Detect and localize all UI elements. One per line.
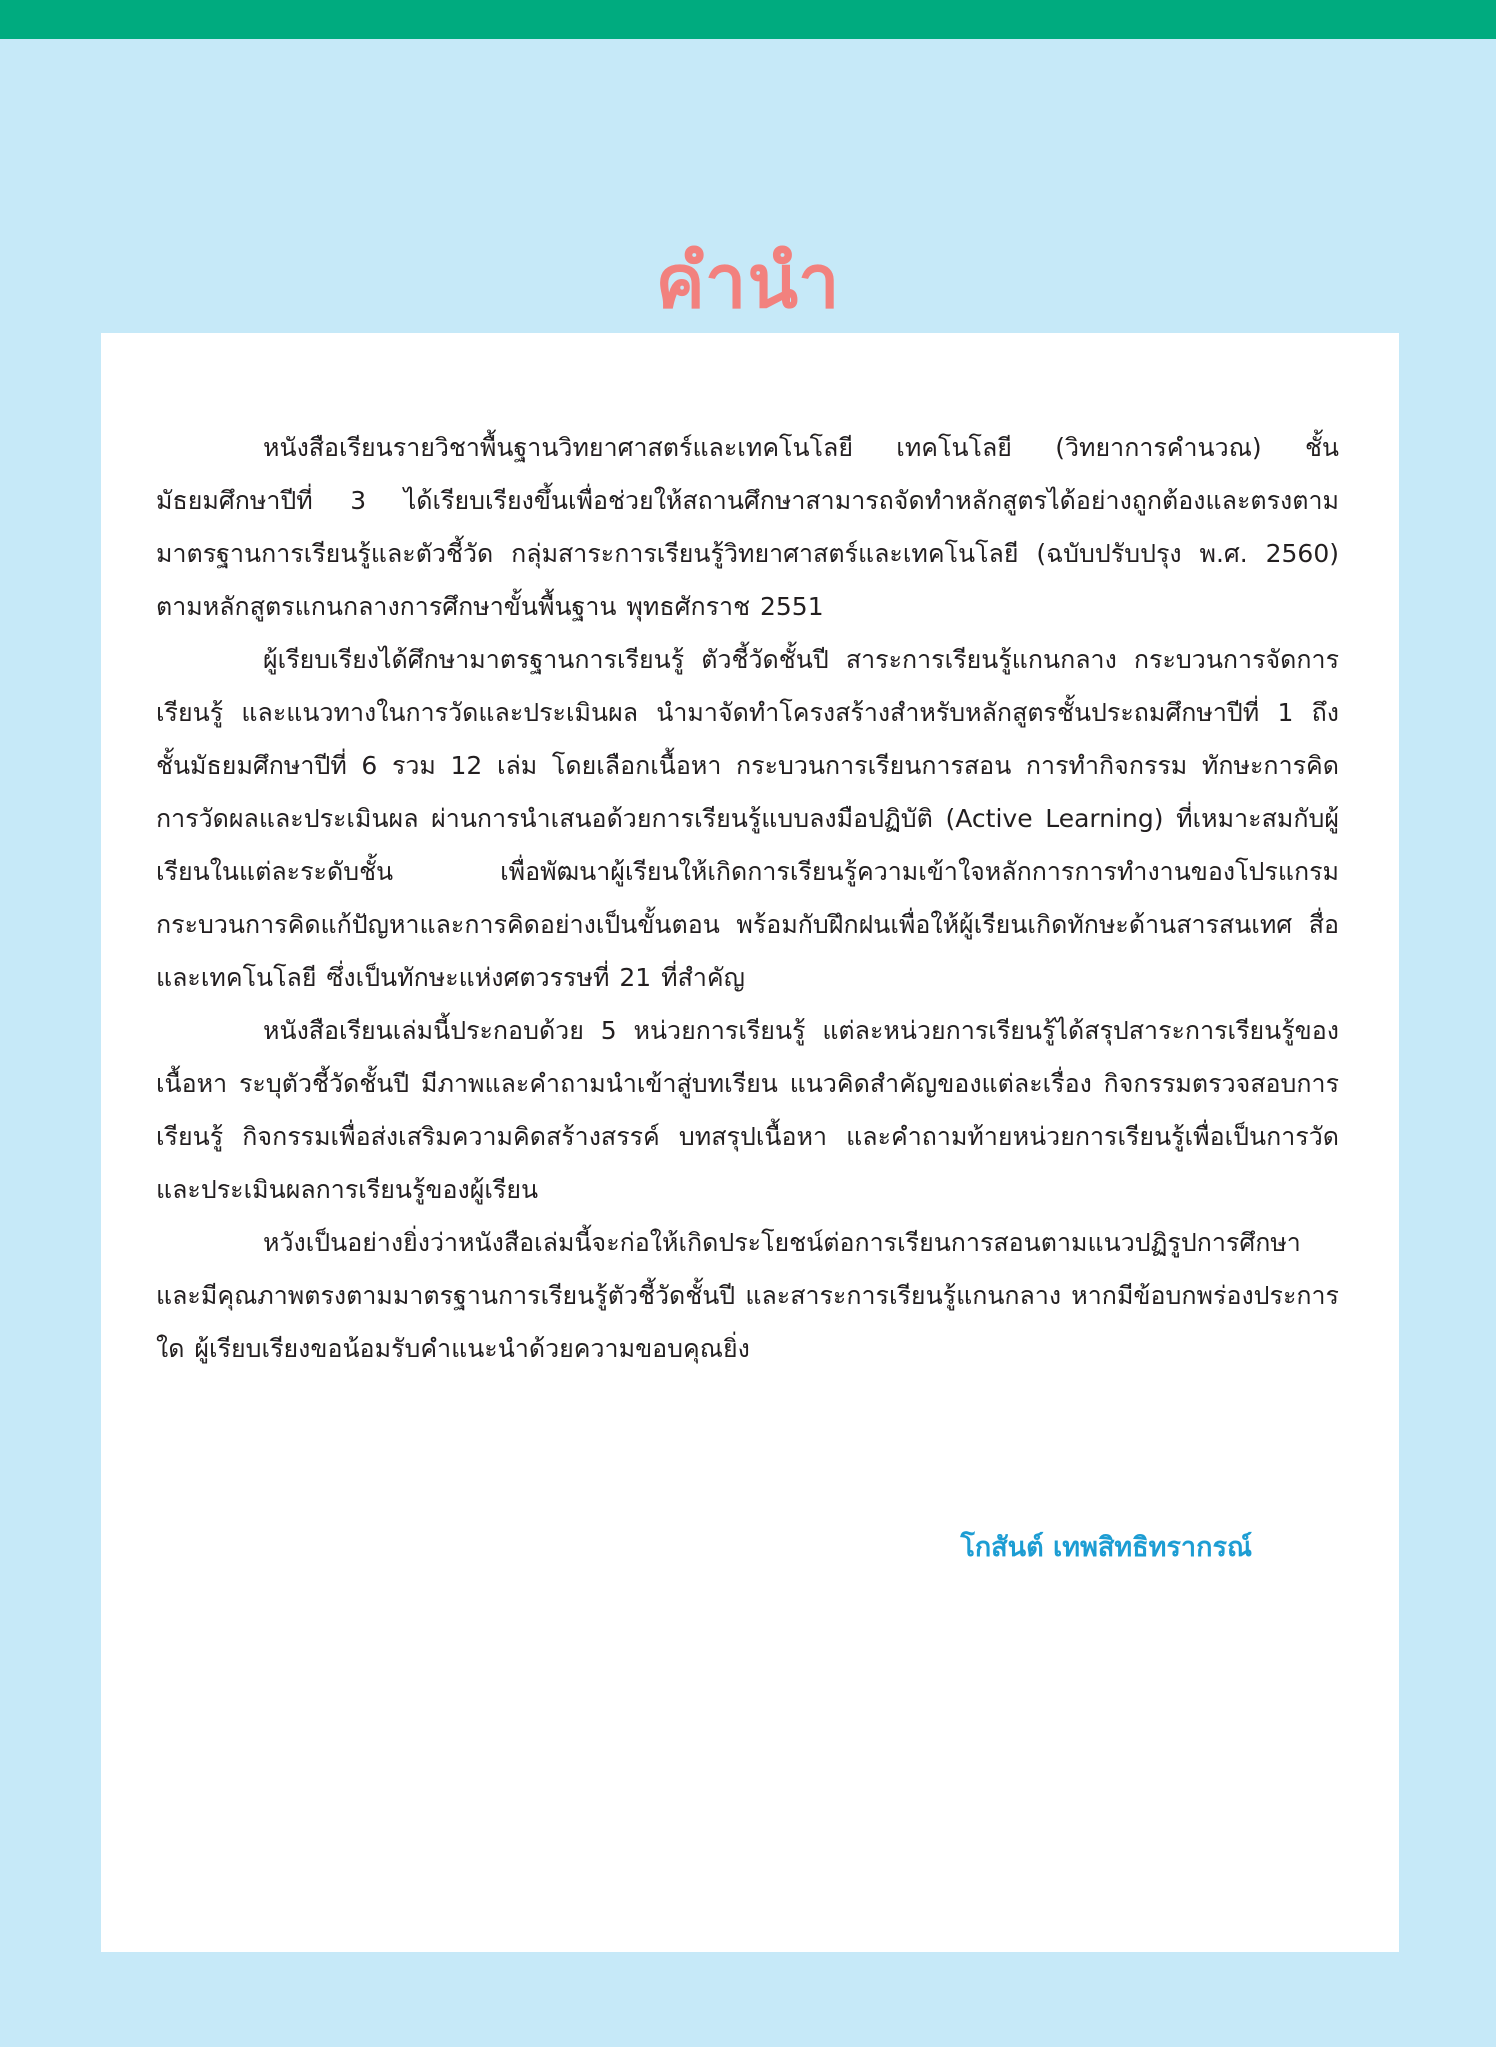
preface-paragraph-1: หนังสือเรียนรายวิชาพื้นฐานวิทยาศาสตร์และเทคโนโลยี เทคโนโลยี (วิทยาการคำนวณ) ชั้นมัธยมศึกษาปีที่ 3 ได้เรียบเรียงขึ้นเพื่อช่วยให้สถานศึกษาสามารถจัดทำหลักสูตรได้อย่างถูกต้องและตรงตามมาตรฐานการเรียนรู้และตัวชี้วัด กลุ่มสาระการเรียนรู้วิทยาศาสตร์และเทคโนโลยี (ฉบับปรับปรุง พ.ศ. 2560) ตามหลักสูตรแกนกลางการศึกษาขั้นพื้นฐาน พุทธศักราช 2551 [156,433,1339,621]
preface-paragraph-3: หนังสือเรียนเล่มนี้ประกอบด้วย 5 หน่วยการเรียนรู้ แต่ละหน่วยการเรียนรู้ได้สรุปสาระการเรียนรู้ของเนื้อหา ระบุตัวชี้วัดชั้นปี มีภาพและคำถามนำเข้าสู่บทเรียน แนวคิดสำคัญของแต่ละเรื่อง กิจกรรมตรวจสอบการเรียนรู้ กิจกรรมเพื่อส่งเสริมความคิดสร้างสรรค์ บทสรุปเนื้อหา และคำถามท้ายหน่วยการเรียนรู้เพื่อเป็นการวัดและประเมินผลการเรียนรู้ของผู้เรียน [156,1016,1339,1204]
top-accent-bar [0,0,1496,39]
preface-body [156,421,1339,1375]
preface-paragraph-4: หวังเป็นอย่างยิ่งว่าหนังสือเล่มนี้จะก่อให้เกิดประโยชน์ต่อการเรียนการสอนตามแนวปฏิรูปการศึกษา และมีคุณภาพตรงตามมาตรฐานการเรียนรู้ตัวชี้วัดชั้นปี และสาระการเรียนรู้แกนกลาง หากมีข้อบกพร่องประการใด ผู้เรียบเรียงขอน้อมรับคำแนะนำด้วยความขอบคุณยิ่ง [156,1228,1339,1363]
content-panel [101,333,1399,1952]
author-signature: โกสันต์ เทพสิทธิทรากรณ์ [960,1532,1252,1563]
preface-paragraph-2: ผู้เรียบเรียงได้ศึกษามาตรฐานการเรียนรู้ ตัวชี้วัดชั้นปี สาระการเรียนรู้แกนกลาง กระบวนการจัดการเรียนรู้ และแนวทางในการวัดและประเมินผล นำมาจัดทำโครงสร้างสำหรับหลักสูตรชั้นประถมศึกษาปีที่ 1 ถึงชั้นมัธยมศึกษาปีที่ 6 รวม 12 เล่ม โดยเลือกเนื้อหา กระบวนการเรียนการสอน การทำกิจกรรม ทักษะการคิด การวัดผลและประเมินผล ผ่านการนำเสนอด้วยการเรียนรู้แบบลงมือปฏิบัติ (Active Learning) ที่เหมาะสมกับผู้เรียนในแต่ละระดับชั้น เพื่อพัฒนาผู้เรียนให้เกิดการเรียนรู้ความเข้าใจหลักการการทำงานของโปรแกรม กระบวนการคิดแก้ปัญหาและการคิดอย่างเป็นขั้นตอน พร้อมกับฝึกฝนเพื่อให้ผู้เรียนเกิดทักษะด้านสารสนเทศ สื่อ และเทคโนโลยี ซึ่งเป็นทักษะแห่งศตวรรษที่ 21 ที่สำคัญ [156,645,1339,992]
page-title: คำนำ [655,239,841,325]
